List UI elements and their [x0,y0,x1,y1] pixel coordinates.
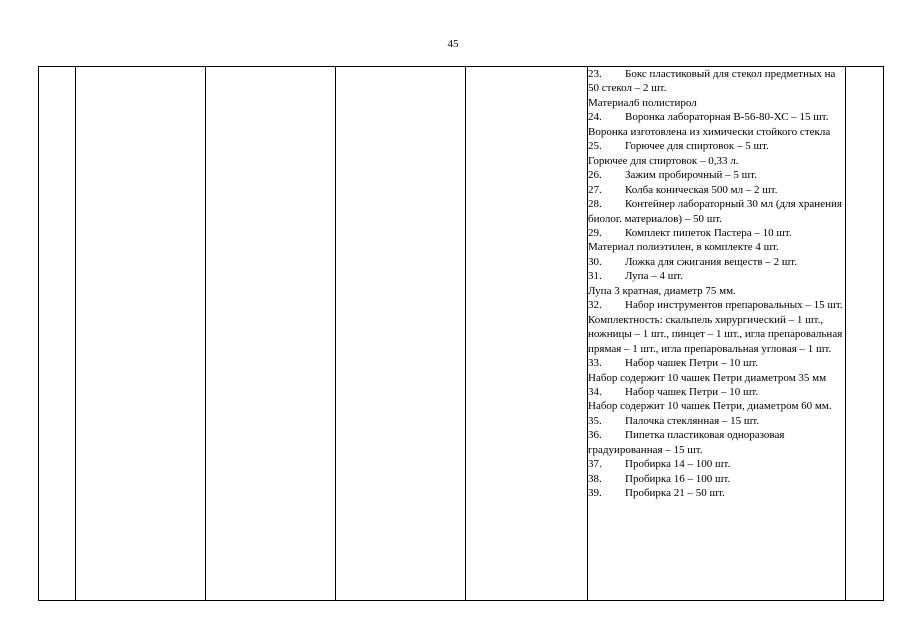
list-item-text: Набор содержит 10 чашек Петри диаметром 35 мм [588,371,827,384]
list-item-text: Палочка стеклянная – 15 шт. [625,414,760,427]
list-item [588,313,845,356]
list-item-text: Материал6 полистирол [588,96,697,109]
list-item-number: 32. [588,299,602,312]
list-item [588,298,845,312]
list-item [588,183,845,197]
list-item-number: 39. [588,487,602,500]
list-item-text: Лупа – 4 шт. [625,270,683,283]
list-item-number: 30. [588,255,602,268]
list-item-number: 37. [588,458,602,471]
list-item-number: 35. [588,414,602,427]
list-item-text: Горючее для спиртовок – 5 шт. [625,140,769,153]
table-cell-col-2 [76,67,206,601]
page-number: 45 [447,38,459,50]
list-item-number: 24. [588,111,602,124]
list-item [588,139,845,153]
list-item-text: Контейнер лабораторный 30 мл (для хранения биолог. материалов) – 50 шт. [588,198,842,225]
list-item [588,96,845,110]
list-item [588,399,845,413]
list-item-text: Материал полиэтилен, в комплекте 4 шт. [588,241,779,254]
list-item-number: 25. [588,140,602,153]
list-item-text: Ложка для сжигания веществ – 2 шт. [625,255,798,268]
equipment-list [588,67,845,501]
list-item-text: Зажим пробирочный – 5 шт. [625,169,757,182]
list-item-number: 38. [588,472,602,485]
list-item [588,226,845,240]
list-item-text: Бокс пластиковый для стекол предметных на 50 стекол – 2 шт. [588,68,836,95]
table-cell-col-4 [336,67,466,601]
list-item [588,486,845,500]
list-item [588,457,845,471]
list-item-text: Пипетка пластиковая одноразовая градуированная – 15 шт. [588,429,785,456]
list-item-text: Комплектность: скальпель хирургический – 1 шт., ножницы – 1 шт., пинцет – 1 шт., игла препаровальная прямая – 1 шт., игла препаровальная угловая – 1 шт. [588,313,843,355]
list-item-text: Набор чашек Петри – 10 шт. [625,357,759,370]
list-item [588,154,845,168]
table-cell-equipment-list [588,67,846,601]
list-item [588,255,845,269]
list-item-text: Воронка лабораторная В-56-80-ХС – 15 шт. [625,111,829,124]
list-item-number: 31. [588,270,602,283]
list-item-text: Пробирка 14 – 100 шт. [625,458,731,471]
table-row [39,67,884,601]
list-item [588,269,845,283]
table-cell-col-7 [846,67,884,601]
list-item-text: Набор инструментов препаровальных – 15 шт. [625,299,843,312]
list-item-text: Лупа 3 кратная, диаметр 75 мм. [588,284,736,297]
list-item-text: Воронка изготовлена из химически стойкого стекла [588,125,831,138]
list-item [588,371,845,385]
list-item-number: 28. [588,198,602,211]
table-cell-col-3 [206,67,336,601]
list-item [588,67,845,96]
list-item [588,472,845,486]
list-item-text: Горючее для спиртовок – 0,33 л. [588,154,739,167]
list-item [588,428,845,457]
list-item-text: Колба коническая 500 мл – 2 шт. [625,183,778,196]
document-table [38,66,884,601]
list-item [588,110,845,124]
list-item-number: 23. [588,68,602,80]
list-item-text: Комплект пипеток Пастера – 10 шт. [625,226,792,239]
table-cell-col-1 [39,67,76,601]
list-item-text: Набор содержит 10 чашек Петри, диаметром 60 мм. [588,400,832,413]
list-item-text: Пробирка 16 – 100 шт. [625,472,731,485]
list-item [588,356,845,370]
list-item-number: 26. [588,169,602,182]
list-item [588,414,845,428]
list-item-number: 33. [588,357,602,370]
list-item-number: 36. [588,429,602,442]
list-item-number: 27. [588,183,602,196]
list-item [588,284,845,298]
list-item-number: 29. [588,226,602,239]
list-item-text: Набор чашек Петри – 10 шт. [625,385,759,398]
list-item [588,240,845,254]
list-item [588,197,845,226]
table-cell-col-5 [466,67,588,601]
list-item [588,168,845,182]
list-item-number: 34. [588,385,602,398]
list-item [588,125,845,139]
list-item [588,385,845,399]
list-item-text: Пробирка 21 – 50 шт. [625,487,725,500]
